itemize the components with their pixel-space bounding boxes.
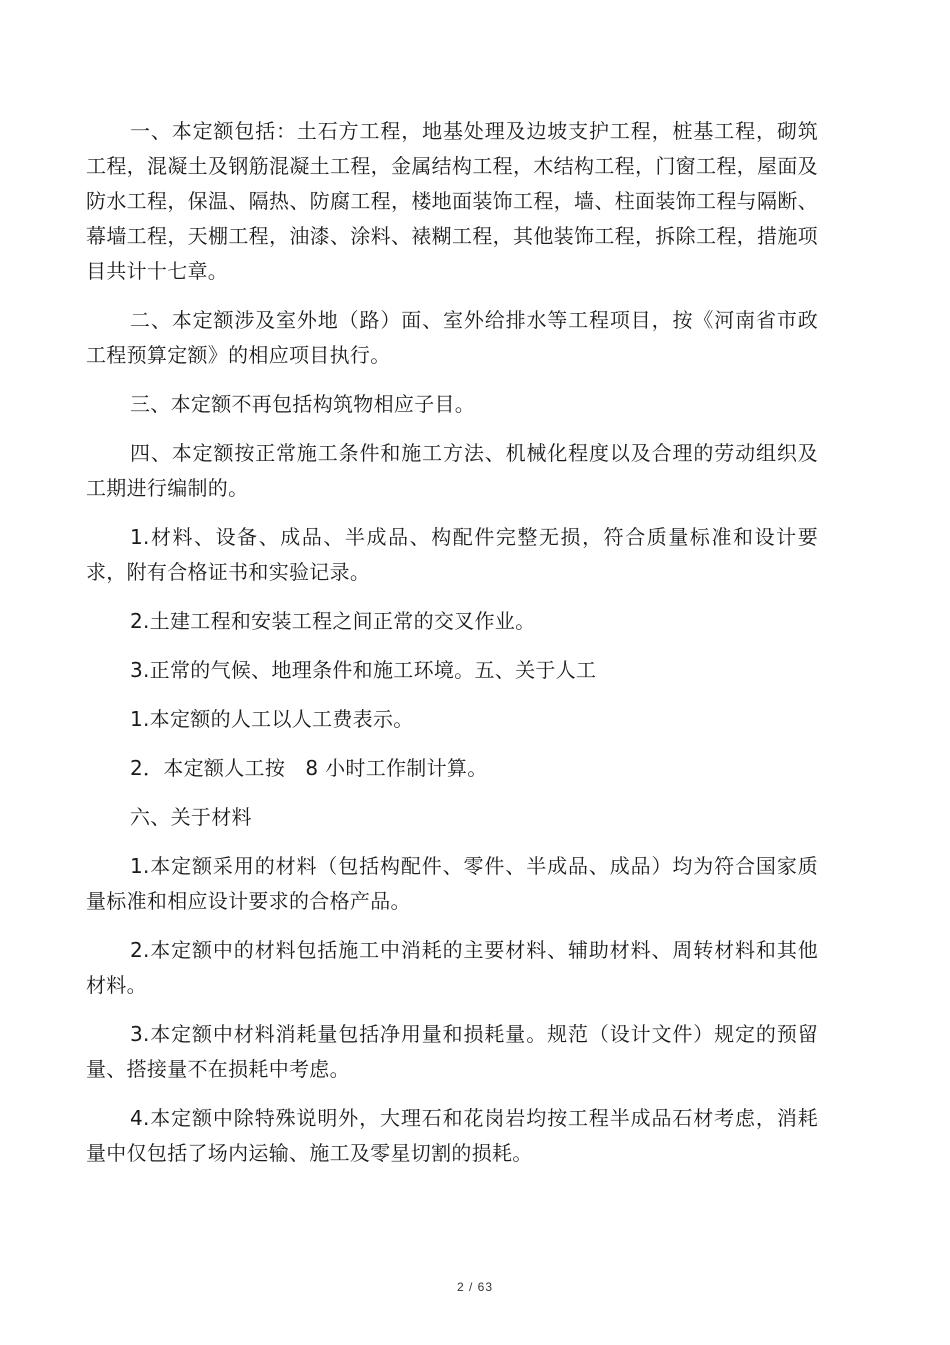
paragraph-14: 4.本定额中除特殊说明外，大理石和花岗岩均按工程半成品石材考虑，消耗量中仅包括了场内运输、施工及零星切割的损耗。: [86, 1106, 818, 1165]
paragraph-11: 1.本定额采用的材料（包括构配件、零件、半成品、成品）均为符合国家质量标准和相应设计要求的合格产品。: [86, 854, 818, 913]
paragraph-12: 2.本定额中的材料包括施工中消耗的主要材料、辅助材料、周转材料和其他材料。: [86, 938, 818, 997]
paragraph-4: 四、本定额按正常施工条件和施工方法、机械化程度以及合理的劳动组织及工期进行编制的。: [86, 441, 818, 500]
paragraph-5: 1.材料、设备、成品、半成品、构配件完整无损，符合质量标准和设计要求，附有合格证书和实验记录。: [86, 525, 818, 584]
paragraph-13: 3.本定额中材料消耗量包括净用量和损耗量。规范（设计文件）规定的预留量、搭接量不在损耗中考虑。: [86, 1022, 818, 1081]
page-number: 2 / 63: [456, 1280, 494, 1294]
paragraph-10: 六、关于材料: [130, 805, 252, 829]
paragraph-2: 二、本定额涉及室外地（路）面、室外给排水等工程项目，按《河南省市政工程预算定额》的相应项目执行。: [86, 308, 818, 367]
paragraph-8: 1.本定额的人工以人工费表示。: [130, 707, 414, 731]
paragraph-3: 三、本定额不再包括构筑物相应子目。: [130, 392, 476, 416]
paragraph-7: 3.正常的气候、地理条件和施工环境。五、关于人工: [130, 658, 597, 682]
paragraph-1: 一、本定额包括：土石方工程，地基处理及边坡支护工程，桩基工程，砌筑工程，混凝土及钢筋混凝土工程，金属结构工程，木结构工程，门窗工程，屋面及防水工程，保温、隔热、防腐工程，楼地面装饰工程，墙、柱面装饰工程与隔断、幕墙工程，天棚工程，油漆、涂料、裱糊工程，其他装饰工程，拆除工程，措施项目共计十七章。: [86, 119, 818, 283]
paragraph-6: 2.土建工程和安装工程之间正常的交叉作业。: [130, 609, 536, 633]
document-body: [86, 114, 818, 1185]
paragraph-9: 2．本定额人工按 8 小时工作制计算。: [130, 756, 488, 780]
